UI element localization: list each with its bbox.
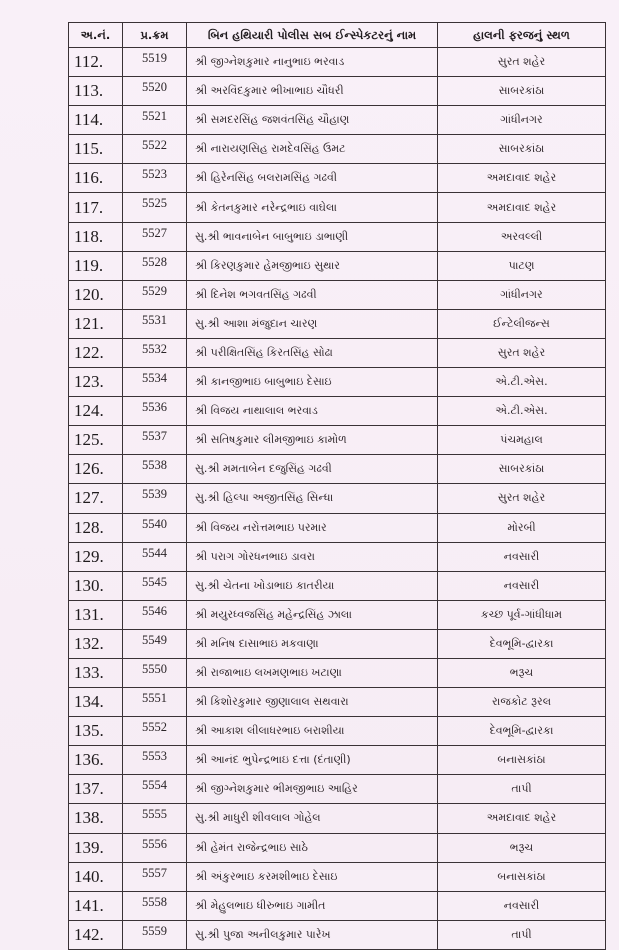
officer-name-cell: શ્રી મેહુલભાઇ ધીરુભાઇ ગામીત [187, 891, 438, 920]
officer-name-cell: સુ.શ્રી ચેતના ખોડાભાઇ કાતરીયા [187, 571, 438, 600]
table-row [69, 397, 606, 426]
serial-number-cell: 136. [69, 746, 123, 775]
table-row [69, 513, 606, 542]
officer-name-cell: શ્રી હિરેનસિંહ બલરામસિંહ ગઢવી [187, 164, 438, 193]
officer-name-cell: શ્રી પરાગ ગોરધનભાઇ ડાવરા [187, 542, 438, 571]
seniority-number-cell: 5553 [123, 746, 187, 775]
current-posting-cell: ભરૂચ [438, 658, 606, 687]
seniority-number-cell: 5546 [123, 600, 187, 629]
current-posting-cell: ગાંધીનગર [438, 106, 606, 135]
seniority-number-cell: 5551 [123, 688, 187, 717]
serial-number-cell: 133. [69, 658, 123, 687]
table-row [69, 280, 606, 309]
current-posting-cell: ભરૂચ [438, 833, 606, 862]
table-row [69, 658, 606, 687]
seniority-number-cell: 5522 [123, 135, 187, 164]
seniority-number-cell: 5519 [123, 48, 187, 77]
table-row [69, 135, 606, 164]
table-row [69, 717, 606, 746]
seniority-number-cell: 5532 [123, 338, 187, 367]
current-posting-cell: પાટણ [438, 251, 606, 280]
officer-name-cell: શ્રી કેતનકુમાર નરેન્દ્રભાઇ વાઘેલા [187, 193, 438, 222]
header-seniority-number: પ્ર.ક્રમ [123, 23, 187, 48]
seniority-number-cell: 5523 [123, 164, 187, 193]
current-posting-cell: એ.ટી.એસ. [438, 397, 606, 426]
serial-number-cell: 113. [69, 77, 123, 106]
current-posting-cell: સુરત શહેર [438, 484, 606, 513]
table-row [69, 862, 606, 891]
serial-number-cell: 141. [69, 891, 123, 920]
serial-number-cell: 130. [69, 571, 123, 600]
seniority-number-cell: 5545 [123, 571, 187, 600]
serial-number-cell: 120. [69, 280, 123, 309]
serial-number-cell: 118. [69, 222, 123, 251]
officer-name-cell: શ્રી કિશોરકુમાર જીણાલાલ સથવારા [187, 688, 438, 717]
current-posting-cell: ઈન્ટેલીજન્સ [438, 309, 606, 338]
officer-name-cell: સુ.શ્રી આશા મંજુદાન ચારણ [187, 309, 438, 338]
seniority-number-cell: 5529 [123, 280, 187, 309]
table-row [69, 309, 606, 338]
serial-number-cell: 127. [69, 484, 123, 513]
current-posting-cell: તાપી [438, 775, 606, 804]
current-posting-cell: બનાસકાંઠા [438, 746, 606, 775]
table-row [69, 48, 606, 77]
current-posting-cell: અમદાવાદ શહેર [438, 164, 606, 193]
table-row [69, 600, 606, 629]
seniority-number-cell: 5521 [123, 106, 187, 135]
serial-number-cell: 129. [69, 542, 123, 571]
table-row [69, 920, 606, 949]
current-posting-cell: રાજકોટ રૂરલ [438, 688, 606, 717]
seniority-number-cell: 5549 [123, 629, 187, 658]
current-posting-cell: મોરબી [438, 513, 606, 542]
seniority-number-cell: 5534 [123, 368, 187, 397]
table-row [69, 164, 606, 193]
table-row [69, 426, 606, 455]
seniority-number-cell: 5557 [123, 862, 187, 891]
seniority-number-cell: 5538 [123, 455, 187, 484]
table-row [69, 484, 606, 513]
header-serial-number: અ.નં. [69, 23, 123, 48]
current-posting-cell: અમદાવાદ શહેર [438, 804, 606, 833]
seniority-number-cell: 5554 [123, 775, 187, 804]
seniority-number-cell: 5528 [123, 251, 187, 280]
officer-name-cell: શ્રી વિજય નરોત્તમભાઇ પરમાર [187, 513, 438, 542]
officer-name-cell: શ્રી હેમંત રાજેન્દ્રભાઇ સાઠે [187, 833, 438, 862]
table-row [69, 222, 606, 251]
table-row [69, 891, 606, 920]
officer-name-cell: સુ.શ્રી મમતાબેન દજુસિંહ ગઢવી [187, 455, 438, 484]
officer-name-cell: શ્રી જીગ્નેશકુમાર નાનુભાઇ ભરવાડ [187, 48, 438, 77]
table-row [69, 833, 606, 862]
serial-number-cell: 116. [69, 164, 123, 193]
officer-name-cell: શ્રી દિનેશ ભગવતસિંહ ગઢવી [187, 280, 438, 309]
seniority-number-cell: 5555 [123, 804, 187, 833]
table-row [69, 629, 606, 658]
serial-number-cell: 140. [69, 862, 123, 891]
serial-number-cell: 119. [69, 251, 123, 280]
seniority-number-cell: 5550 [123, 658, 187, 687]
officer-name-cell: શ્રી વિજય નાથાલાલ ભરવાડ [187, 397, 438, 426]
officer-name-cell: સુ.શ્રી માધુરી શીવલાલ ગોહેલ [187, 804, 438, 833]
seniority-number-cell: 5559 [123, 920, 187, 949]
seniority-number-cell: 5539 [123, 484, 187, 513]
current-posting-cell: સાબરકાંઠા [438, 77, 606, 106]
seniority-number-cell: 5531 [123, 309, 187, 338]
current-posting-cell: એ.ટી.એસ. [438, 368, 606, 397]
table-row [69, 193, 606, 222]
officer-name-cell: શ્રી સતિષકુમાર લીમજીભાઇ કામોળ [187, 426, 438, 455]
current-posting-cell: સુરત શહેર [438, 338, 606, 367]
serial-number-cell: 114. [69, 106, 123, 135]
table-row [69, 106, 606, 135]
serial-number-cell: 138. [69, 804, 123, 833]
table-row [69, 804, 606, 833]
table-row [69, 542, 606, 571]
current-posting-cell: દેવભૂમિ-દ્વારકા [438, 717, 606, 746]
seniority-number-cell: 5544 [123, 542, 187, 571]
serial-number-cell: 124. [69, 397, 123, 426]
officer-name-cell: શ્રી રાજાભાઇ લખમણભાઇ ખટાણા [187, 658, 438, 687]
officer-name-cell: શ્રી કાનજીભાઇ બાબુભાઇ દેસાઇ [187, 368, 438, 397]
table-row [69, 77, 606, 106]
current-posting-cell: નવસારી [438, 542, 606, 571]
table-body [69, 48, 606, 950]
seniority-number-cell: 5520 [123, 77, 187, 106]
seniority-number-cell: 5527 [123, 222, 187, 251]
current-posting-cell: નવસારી [438, 891, 606, 920]
officer-name-cell: સુ.શ્રી પુજા અનીલકુમાર પારેખ [187, 920, 438, 949]
officer-name-cell: શ્રી આકાશ લીલાધરભાઇ બરાશીયા [187, 717, 438, 746]
serial-number-cell: 115. [69, 135, 123, 164]
officer-name-cell: શ્રી જીગ્નેશકુમાર ભીમજીભાઇ આહિર [187, 775, 438, 804]
seniority-number-cell: 5556 [123, 833, 187, 862]
serial-number-cell: 128. [69, 513, 123, 542]
officer-list-table [68, 22, 606, 950]
seniority-number-cell: 5540 [123, 513, 187, 542]
current-posting-cell: દેવભૂમિ-દ્વારકા [438, 629, 606, 658]
header-current-posting: હાલની ફરજનું સ્થળ [438, 23, 606, 48]
officer-name-cell: શ્રી નારાયણસિહ રામદેવસિંહ ઉમટ [187, 135, 438, 164]
serial-number-cell: 137. [69, 775, 123, 804]
serial-number-cell: 139. [69, 833, 123, 862]
serial-number-cell: 131. [69, 600, 123, 629]
table-row [69, 775, 606, 804]
serial-number-cell: 117. [69, 193, 123, 222]
serial-number-cell: 123. [69, 368, 123, 397]
current-posting-cell: ગાંધીનગર [438, 280, 606, 309]
serial-number-cell: 132. [69, 629, 123, 658]
serial-number-cell: 134. [69, 688, 123, 717]
officer-name-cell: શ્રી પરીક્ષિતસિંહ કિરતસિંહ સોઢા [187, 338, 438, 367]
current-posting-cell: સુરત શહેર [438, 48, 606, 77]
table-row [69, 368, 606, 397]
serial-number-cell: 112. [69, 48, 123, 77]
table-header-row [69, 23, 606, 48]
serial-number-cell: 142. [69, 920, 123, 949]
table-row [69, 746, 606, 775]
serial-number-cell: 125. [69, 426, 123, 455]
officer-name-cell: શ્રી કિરણકુમાર હેમજીભાઇ સુથાર [187, 251, 438, 280]
officer-name-cell: શ્રી સમદરસિંહ જશવંતસિંહ ચૌહાણ [187, 106, 438, 135]
table-row [69, 251, 606, 280]
current-posting-cell: તાપી [438, 920, 606, 949]
current-posting-cell: પંચમહાલ [438, 426, 606, 455]
current-posting-cell: અમદાવાદ શહેર [438, 193, 606, 222]
current-posting-cell: નવસારી [438, 571, 606, 600]
table-row [69, 338, 606, 367]
current-posting-cell: સાબરકાંઠા [438, 455, 606, 484]
officer-name-cell: સુ.શ્રી હિલ્પા અજીતસિંહ સિન્ધા [187, 484, 438, 513]
serial-number-cell: 122. [69, 338, 123, 367]
seniority-number-cell: 5558 [123, 891, 187, 920]
serial-number-cell: 121. [69, 309, 123, 338]
current-posting-cell: અરવલ્લી [438, 222, 606, 251]
officer-name-cell: શ્રી આનંદ ભુપેન્દ્રભાઇ દત્તા (દંતાણી) [187, 746, 438, 775]
officer-name-cell: શ્રી અરવિંદકુમાર ભીખાભાઇ ચૌધરી [187, 77, 438, 106]
table-row [69, 571, 606, 600]
serial-number-cell: 135. [69, 717, 123, 746]
seniority-number-cell: 5525 [123, 193, 187, 222]
current-posting-cell: બનાસકાંઠા [438, 862, 606, 891]
seniority-number-cell: 5537 [123, 426, 187, 455]
officer-name-cell: સુ.શ્રી ભાવનાબેન બાબુભાઇ ડાભાણી [187, 222, 438, 251]
current-posting-cell: કચ્છ પૂર્વ-ગાંધીધામ [438, 600, 606, 629]
officer-name-cell: શ્રી અંકુરભાઇ કરમશીભાઇ દેસાઇ [187, 862, 438, 891]
seniority-number-cell: 5552 [123, 717, 187, 746]
officer-name-cell: શ્રી મયુરધ્વજસિંહ મહેન્દ્રસિંહ ઝાલા [187, 600, 438, 629]
serial-number-cell: 126. [69, 455, 123, 484]
seniority-number-cell: 5536 [123, 397, 187, 426]
table-row [69, 688, 606, 717]
officer-name-cell: શ્રી મનિષ દાસાભાઇ મકવાણા [187, 629, 438, 658]
current-posting-cell: સાબરકાંઠા [438, 135, 606, 164]
header-officer-name: બિન હથિયારી પોલીસ સબ ઈન્સ્પેકટરનું નામ [187, 23, 438, 48]
table-row [69, 455, 606, 484]
